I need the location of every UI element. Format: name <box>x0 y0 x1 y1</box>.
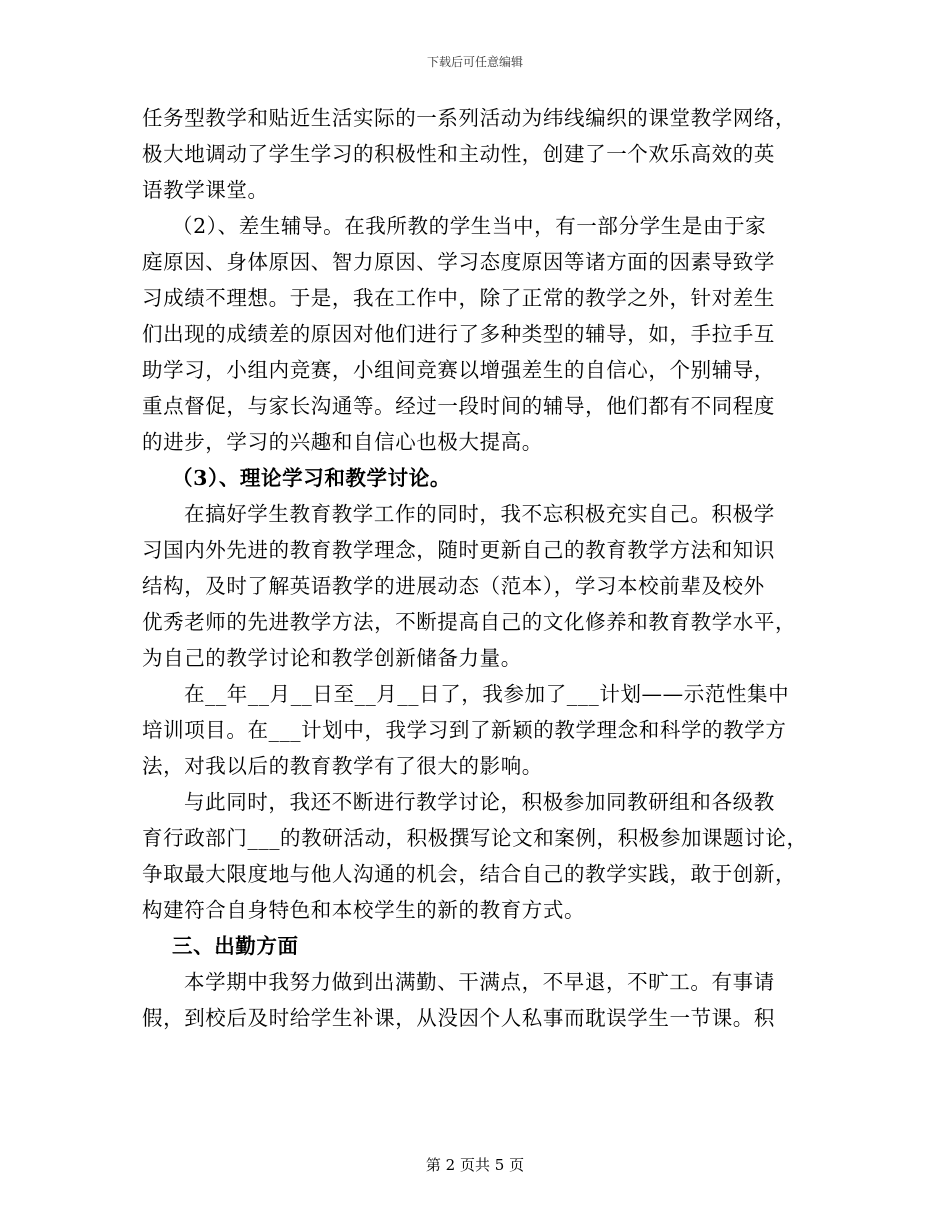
text-line: 育行政部门___的教研活动，积极撰写论文和案例，积极参加课题讨论， <box>142 826 808 850</box>
text-line: 极大地调动了学生学习的积极性和主动性，创建了一个欢乐高效的英 <box>142 142 775 166</box>
text-line: 习国内外先进的教育教学理念，随时更新自己的教育教学方法和知识 <box>142 538 775 562</box>
page-footer: 第 2 页共 5 页 <box>425 1156 525 1174</box>
text-line: 法，对我以后的教育教学有了很大的影响。 <box>142 754 543 778</box>
paragraph-start-line: 本学期中我努力做到出满勤、干满点，不早退，不旷工。有事请 <box>184 970 775 994</box>
paragraph-start-line: （2）、差生辅导。在我所教的学生当中，有一部分学生是由于家 <box>172 214 767 238</box>
paragraph-start-line: 在__年__月__日至__月__日了，我参加了___计划——示范性集中 <box>184 682 790 706</box>
text-line: 习成绩不理想。于是，我在工作中，除了正常的教学之外，针对差生 <box>142 286 775 310</box>
text-line: 助学习，小组内竞赛，小组间竞赛以增强差生的自信心，个别辅导， <box>142 358 775 382</box>
text-line: 庭原因、身体原因、智力原因、学习态度原因等诸方面的因素导致学 <box>142 250 775 274</box>
text-line: 争取最大限度地与他人沟通的机会，结合自己的教学实践，敢于创新， <box>142 862 797 886</box>
text-line: 假，到校后及时给学生补课，从没因个人私事而耽误学生一节课。积 <box>142 1006 775 1030</box>
text-line: 结构，及时了解英语教学的进展动态（范本），学习本校前辈及校外 <box>142 574 765 598</box>
text-line: 为自己的教学讨论和教学创新储备力量。 <box>142 646 522 670</box>
text-line: 任务型教学和贴近生活实际的一系列活动为纬线编织的课堂教学网络， <box>142 106 797 130</box>
text-line: 的进步，学习的兴趣和自信心也极大提高。 <box>142 430 543 454</box>
paragraph-start-line: 在搞好学生教育教学工作的同时，我不忘积极充实自己。积极学 <box>184 502 775 526</box>
document-body <box>142 100 814 1036</box>
text-line: 优秀老师的先进教学方法，不断提高自己的文化修养和教育教学水平， <box>142 610 797 634</box>
text-line: 构建符合自身特色和本校学生的新的教育方式。 <box>142 898 586 922</box>
page-header: 下载后可任意编辑 <box>426 55 523 69</box>
text-line: 语教学课堂。 <box>142 178 269 202</box>
text-line: 重点督促，与家长沟通等。经过一段时间的辅导，他们都有不同程度 <box>142 394 775 418</box>
text-line: 培训项目。在___计划中，我学习到了新颖的教学理念和科学的教学方 <box>142 718 787 742</box>
text-line: 们出现的成绩差的原因对他们进行了多种类型的辅导，如，手拉手互 <box>142 322 775 346</box>
section-heading: （3）、理论学习和教学讨论。 <box>172 466 451 490</box>
paragraph-start-line: 与此同时，我还不断进行教学讨论，积极参加同教研组和各级教 <box>184 790 775 814</box>
section-heading: 三、出勤方面 <box>172 934 299 958</box>
